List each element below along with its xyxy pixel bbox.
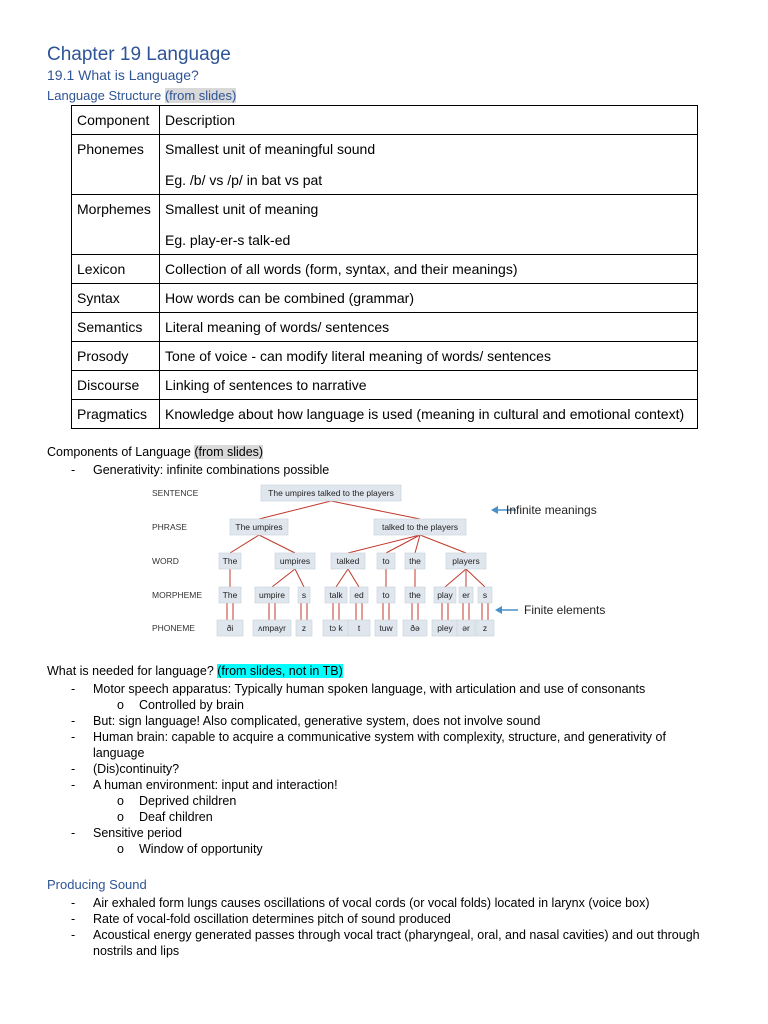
description-text: Smallest unit of meaningful sound [165,141,376,157]
morpheme-node: The [222,590,238,600]
needed-list [47,681,666,857]
list-item-text: Human brain: capable to acquire a communicative system with complexity, structure, and generativity of [93,730,666,744]
level-label: MORPHEME [152,590,203,600]
components-heading [47,445,263,459]
arrowhead-icon [495,606,502,614]
description-cell [160,400,698,429]
list-item [47,697,666,713]
morpheme-node: er [462,590,470,600]
tree-branch [336,569,348,587]
finite-elements-label: Finite elements [524,603,606,617]
description-cell [160,195,698,255]
list-item [47,713,666,729]
list-item-text: Sensitive period [93,826,182,840]
tree-branch [420,535,466,553]
components-list [47,462,329,478]
dash-bullet-icon: - [71,682,76,696]
language-structure-table [71,105,698,429]
arrowhead-icon [491,506,498,514]
tree-branch [272,569,295,587]
phoneme-node: ər [462,623,470,633]
list-item-text: Window of opportunity [139,842,263,856]
word-node: the [409,556,421,566]
table-row [72,400,698,429]
list-item [47,825,666,841]
needed-heading-note: (from slides, not in TB) [217,664,343,678]
table-header-cell: Description [160,106,698,135]
phoneme-node: t [357,623,361,633]
list-item [47,793,666,809]
example-text: Eg. play-er-s talk-ed [165,232,291,248]
list-item-text: (Dis)continuity? [93,762,180,776]
dash-bullet-icon: - [71,714,76,728]
phoneme-node: z [482,623,488,633]
phrase-node: talked to the players [381,522,459,532]
morpheme-node: s [482,590,488,600]
list-item [47,761,666,777]
level-label: PHRASE [152,522,187,532]
infinite-meanings-label: Infinite meanings [506,503,597,517]
dash-bullet-icon: - [71,826,76,840]
component-cell: Lexicon [72,255,160,284]
description-cell [160,284,698,313]
description-cell [160,135,698,195]
section-title: 19.1 What is Language? [47,67,199,83]
tree-branch [230,535,259,553]
phoneme-node: ðə [410,623,420,633]
description-cell [160,371,698,400]
phoneme-node: ði [226,623,234,633]
phoneme-node: z [301,623,307,633]
sentence-node: The umpires talked to the players [268,488,394,498]
description-cell [160,255,698,284]
component-cell: Phonemes [72,135,160,195]
word-node: talked [336,556,360,566]
tree-branch [348,569,359,587]
description-text: How words can be combined (grammar) [165,290,414,306]
list-item-text: Controlled by brain [139,698,244,712]
table-row [72,313,698,342]
description-cell [160,342,698,371]
phoneme-node: ʌmpayr [258,623,286,633]
description-text: Tone of voice - can modify literal meaning of words/ sentences [165,348,551,364]
table-row [72,255,698,284]
list-item [47,777,666,793]
tree-branch [348,535,420,553]
list-item: - Generativity: infinite combinations possible [71,463,330,477]
morpheme-node: talk [329,590,343,600]
table-header-cell: Component [72,106,160,135]
tree-branch [331,501,420,519]
circle-bullet-icon: o [117,698,124,712]
morpheme-node: to [382,590,390,600]
description-cell [160,313,698,342]
circle-bullet-icon: o [117,794,124,808]
tree-branch [259,501,331,519]
level-label: PHONEME [152,623,195,633]
list-item-text: Rate of vocal-fold oscillation determines pitch of sound produced [93,912,451,926]
table-row [72,371,698,400]
dash-bullet-icon: - [71,730,76,744]
table-header-row [72,106,698,135]
list-item-text: But: sign language! Also complicated, generative system, does not involve sound [93,714,541,728]
description-text: Linking of sentences to narrative [165,377,367,393]
list-item-text: Deprived children [139,794,237,808]
circle-bullet-icon: o [117,842,124,856]
description-text: Smallest unit of meaning [165,201,319,217]
list-item-text: Motor speech apparatus: Typically human spoken language, with articulation and use of consonants [93,682,646,696]
list-item [47,681,666,697]
tree-branch [386,535,420,553]
list-item [47,729,666,745]
list-item-text: nostrils and lips [93,944,180,958]
tree-branch [445,569,466,587]
word-node: umpires [279,556,311,566]
dash-bullet-icon: - [71,928,76,942]
dash-bullet-icon: - [71,778,76,792]
description-text: Knowledge about how language is used (meaning in cultural and emotional context) [165,406,685,422]
subsection-title-note: (from slides) [164,88,237,103]
subsection-title [47,88,236,103]
producing-sound-heading: Producing Sound [47,877,147,892]
level-label: SENTENCE [152,488,199,498]
list-item-text: A human environment: input and interaction! [93,778,338,792]
list-item [47,745,666,761]
subsection-title-main: Language Structure [47,88,165,103]
producing-sound-list [47,895,700,959]
components-heading-main: Components of Language [47,445,195,459]
morpheme-node: umpire [259,590,285,600]
needed-heading [47,664,343,678]
tree-branch [259,535,295,553]
component-cell: Syntax [72,284,160,313]
chapter-title: Chapter 19 Language [47,44,231,65]
word-node: to [382,556,390,566]
morpheme-node: the [409,590,421,600]
component-cell: Pragmatics [72,400,160,429]
list-item-text: Deaf children [139,810,213,824]
description-text: Literal meaning of words/ sentences [165,319,390,335]
list-item [47,841,666,857]
list-item [47,927,700,943]
tree-branch [295,569,304,587]
word-node: players [452,556,480,566]
phoneme-node: tuw [379,623,393,633]
phrase-node: The umpires [235,522,283,532]
description-text: Collection of all words (form, syntax, and their meanings) [165,261,518,277]
dash-bullet-icon: - [71,762,76,776]
generativity-text: Generativity: infinite combinations possible [93,463,330,477]
list-item [47,943,700,959]
dash-bullet-icon: - [71,896,76,910]
list-item-text: language [93,746,145,760]
morpheme-node: play [437,590,453,600]
component-cell: Morphemes [72,195,160,255]
components-heading-note: (from slides) [194,445,264,459]
list-item [47,809,666,825]
circle-bullet-icon: o [117,810,124,824]
word-node: The [222,556,238,566]
dash-bullet-icon: - [71,912,76,926]
component-cell: Semantics [72,313,160,342]
phoneme-node: tɔ k [329,623,343,633]
component-cell: Discourse [72,371,160,400]
table-row [72,342,698,371]
table-row [72,135,698,195]
list-item [47,911,700,927]
example-text: Eg. /b/ vs /p/ in bat vs pat [165,172,323,188]
table-row [72,284,698,313]
list-item [47,895,700,911]
table-row [72,195,698,255]
morpheme-node: ed [354,590,364,600]
phoneme-node: pley [437,623,453,633]
morpheme-node: s [301,590,307,600]
tree-branch [466,569,485,587]
list-item-text: Air exhaled form lungs causes oscillations of vocal cords (or vocal folds) located in larynx (voice box) [93,896,650,910]
list-item-text: Acoustical energy generated passes through vocal tract (pharyngeal, oral, and nasal cavities) and out through [93,928,700,942]
language-hierarchy-figure [148,480,628,645]
needed-heading-main: What is needed for language? [47,664,218,678]
level-label: WORD [152,556,179,566]
component-cell: Prosody [72,342,160,371]
